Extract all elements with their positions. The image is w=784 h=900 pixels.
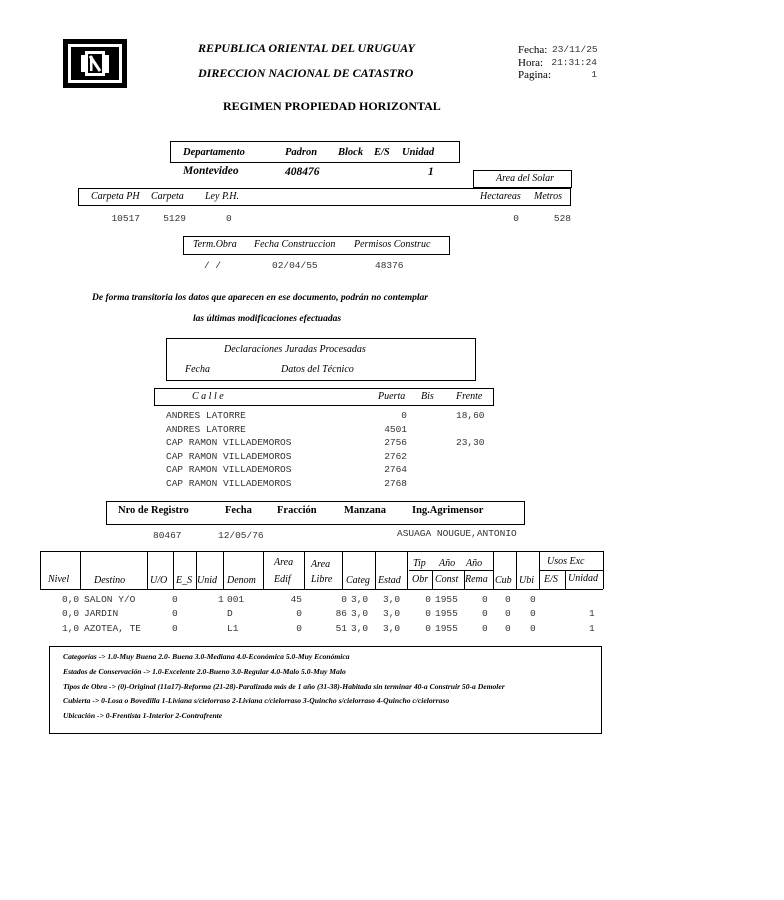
col-anio-rema-2: Rema xyxy=(465,574,488,585)
carpeta-label: Carpeta xyxy=(151,191,184,202)
term-obra-label: Term.Obra xyxy=(193,239,237,250)
col-usos-unidad: Unidad xyxy=(568,573,598,584)
list-item: ANDRES LATORRE xyxy=(166,410,246,421)
table-row: D xyxy=(227,608,233,619)
table-row: 45 xyxy=(290,594,302,605)
permisos-construc-label: Permisos Construc xyxy=(354,239,431,250)
table-row: 0 xyxy=(482,594,488,605)
padron-label: Padron xyxy=(285,147,318,158)
col-obr: Obr xyxy=(412,574,429,585)
term-obra-value: / / xyxy=(204,260,222,271)
fecha-value: 23/11/25 xyxy=(552,44,598,55)
frente-label: Frente xyxy=(456,391,483,402)
table-row: 1,0 xyxy=(62,623,80,634)
col-anio-const-1: Año xyxy=(439,558,456,569)
col-anio-rema-1: Año xyxy=(466,558,483,569)
table-row: 0 xyxy=(482,623,488,634)
table-row: 0 xyxy=(425,608,431,619)
padron-value: 408476 xyxy=(285,166,320,178)
table-row: 001 xyxy=(227,594,245,605)
list-item: 2762 xyxy=(384,451,407,462)
col-destino: Destino xyxy=(94,575,126,586)
legend-cubierta: Cubierta -> 0-Losa o Bovedilla 1-Liviana s/cielorraso 2-Liviana c/cielorraso 3-Quincho s/cielorraso 4-Quincho c/cielorraso xyxy=(63,696,450,705)
page-title: REGIMEN PROPIEDAD HORIZONTAL xyxy=(223,99,441,113)
pagina-value: 1 xyxy=(591,69,597,80)
legend-tipos-obra: Tipos de Obra -> (0)-Original (11a17)-Reforma (21-28)-Paralizada más de 1 año (31-38)-Habitada sin terminar 40-a Construir 50-a Demoler xyxy=(63,682,505,691)
table-row: 0 xyxy=(530,608,536,619)
block-label: Block xyxy=(338,147,364,158)
list-item: 23,30 xyxy=(456,437,485,448)
legend-ubicacion: Ubicación -> 0-Frentista 1-Interior 2-Contrafrente xyxy=(63,711,223,720)
list-item: 0 xyxy=(401,410,407,421)
table-row: 0 xyxy=(482,608,488,619)
table-row: 0,0 xyxy=(62,608,80,619)
bis-label: Bis xyxy=(421,391,434,402)
table-row: 3,0 xyxy=(383,594,401,605)
table-row: 0 xyxy=(505,594,511,605)
table-row: 51 xyxy=(335,623,347,634)
list-item: 18,60 xyxy=(456,410,485,421)
metros-value: 528 xyxy=(553,213,571,224)
table-row: 0 xyxy=(296,623,302,634)
col-categ: Categ xyxy=(346,575,370,586)
table-row: 3,0 xyxy=(383,623,401,634)
metros-label: Metros xyxy=(534,191,562,202)
es-label: E/S xyxy=(374,147,390,158)
col-ubi: Ubi xyxy=(519,575,534,586)
table-row: 1955 xyxy=(435,623,458,634)
col-cub: Cub xyxy=(495,575,512,586)
list-item: CAP RAMON VILLADEMOROS xyxy=(166,478,292,489)
legend-categorias: Categorías -> 1.0-Muy Buena 2.0- Buena 3.0-Mediana 4.0-Económica 5.0-Muy Económica xyxy=(63,652,350,661)
list-item: CAP RAMON VILLADEMOROS xyxy=(166,451,292,462)
list-item: 2768 xyxy=(384,478,407,489)
col-denom: Denom xyxy=(227,575,256,586)
col-area-edif-2: Edif xyxy=(274,574,291,585)
notice-line1: De forma transitoria los datos que aparecen en ese documento, podrán no contemplar xyxy=(92,293,428,303)
nro-registro-label: Nro de Registro xyxy=(118,505,189,516)
list-item: CAP RAMON VILLADEMOROS xyxy=(166,464,292,475)
table-row: 1 xyxy=(218,594,224,605)
notice-line2: las últimas modificaciones efectuadas xyxy=(193,314,342,324)
col-estad: Estad xyxy=(378,575,401,586)
table-row: 1955 xyxy=(435,608,458,619)
declaraciones-title: Declaraciones Juradas Procesadas xyxy=(224,344,366,355)
hora-label: Hora: xyxy=(518,57,544,69)
unidad-value: 1 xyxy=(428,166,434,178)
puerta-label: Puerta xyxy=(378,391,406,402)
ley-ph-label: Ley P.H. xyxy=(205,191,239,202)
registro-fecha-value: 12/05/76 xyxy=(218,530,264,541)
fecha-label: Fecha: xyxy=(518,44,548,56)
departamento-label: Departamento xyxy=(183,147,245,158)
hora-value: 21:31:24 xyxy=(551,57,597,68)
fecha-construccion-label: Fecha Construccion xyxy=(254,239,336,250)
table-row: SALON Y/O xyxy=(84,594,136,605)
departamento-value: Montevideo xyxy=(183,165,239,177)
col-anio-const-2: Const xyxy=(435,574,459,585)
calle-label: C a l l e xyxy=(192,391,224,402)
legend-estados: Estados de Conservación -> 1.0-Excelente 2.0-Bueno 3.0-Regular 4.0-Malo 5.0-Muy Malo xyxy=(63,667,346,676)
list-item: ANDRES LATORRE xyxy=(166,424,246,435)
table-row: 0 xyxy=(172,608,178,619)
table-row: 1 xyxy=(589,608,595,619)
col-area-libre-1: Area xyxy=(311,559,331,570)
table-row: 0 xyxy=(296,608,302,619)
hectareas-label: Hectareas xyxy=(480,191,521,202)
carpeta-value: 5129 xyxy=(163,213,186,224)
agrimensor-value: ASUAGA NOUGUE,ANTONIO xyxy=(397,528,517,539)
carpeta-ph-label: Carpeta PH xyxy=(91,191,140,202)
org-line1: REPUBLICA ORIENTAL DEL URUGUAY xyxy=(198,41,415,55)
col-unid: Unid xyxy=(197,575,217,586)
permisos-construc-value: 48376 xyxy=(375,260,404,271)
table-row: 0 xyxy=(172,623,178,634)
manzana-label: Manzana xyxy=(344,505,386,516)
table-row: L1 xyxy=(227,623,239,634)
nro-registro-value: 80467 xyxy=(153,530,182,541)
catastro-logo xyxy=(63,39,127,88)
col-usos-exc: Usos Exc xyxy=(547,556,585,567)
table-row: 3,0 xyxy=(383,608,401,619)
table-row: JARDIN xyxy=(84,608,119,619)
table-row: 0 xyxy=(172,594,178,605)
col-tip: Tip xyxy=(413,558,426,569)
area-solar-label: Area del Solar xyxy=(496,173,554,184)
table-row: 0 xyxy=(505,623,511,634)
ley-ph-value: 0 xyxy=(226,213,232,224)
registro-fecha-label: Fecha xyxy=(225,505,252,516)
col-area-edif-1: Area xyxy=(274,557,294,568)
agrimensor-label: Ing.Agrimensor xyxy=(412,505,484,516)
table-row: 0,0 xyxy=(62,594,80,605)
fraccion-label: Fracción xyxy=(277,505,317,516)
hectareas-value: 0 xyxy=(513,213,519,224)
declaraciones-tecnico-label: Datos del Técnico xyxy=(281,364,354,375)
org-line2: DIRECCION NACIONAL DE CATASTRO xyxy=(198,66,414,80)
list-item: 2756 xyxy=(384,437,407,448)
col-area-libre-2: Libre xyxy=(311,574,333,585)
table-row: 0 xyxy=(425,594,431,605)
col-uo: U/O xyxy=(150,575,168,586)
table-row: 3,0 xyxy=(351,623,369,634)
col-es: E_S xyxy=(176,575,193,586)
table-row: 3,0 xyxy=(351,608,369,619)
table-row: 0 xyxy=(425,623,431,634)
table-row: 1 xyxy=(589,623,595,634)
table-row: 1955 xyxy=(435,594,458,605)
pagina-label: Pagina: xyxy=(518,69,551,81)
table-row: 0 xyxy=(530,623,536,634)
list-item: 2764 xyxy=(384,464,407,475)
col-nivel: Nivel xyxy=(48,574,70,585)
table-row: 0 xyxy=(530,594,536,605)
table-row: 86 xyxy=(335,608,347,619)
table-row: 3,0 xyxy=(351,594,369,605)
list-item: CAP RAMON VILLADEMOROS xyxy=(166,437,292,448)
list-item: 4501 xyxy=(384,424,407,435)
table-row: AZOTEA, TE xyxy=(84,623,142,634)
declaraciones-fecha-label: Fecha xyxy=(185,364,210,375)
table-row: 0 xyxy=(341,594,347,605)
unidad-label: Unidad xyxy=(402,147,435,158)
carpeta-ph-value: 10517 xyxy=(111,213,140,224)
table-row: 0 xyxy=(505,608,511,619)
fecha-construccion-value: 02/04/55 xyxy=(272,260,318,271)
col-usos-es: E/S xyxy=(544,574,558,585)
